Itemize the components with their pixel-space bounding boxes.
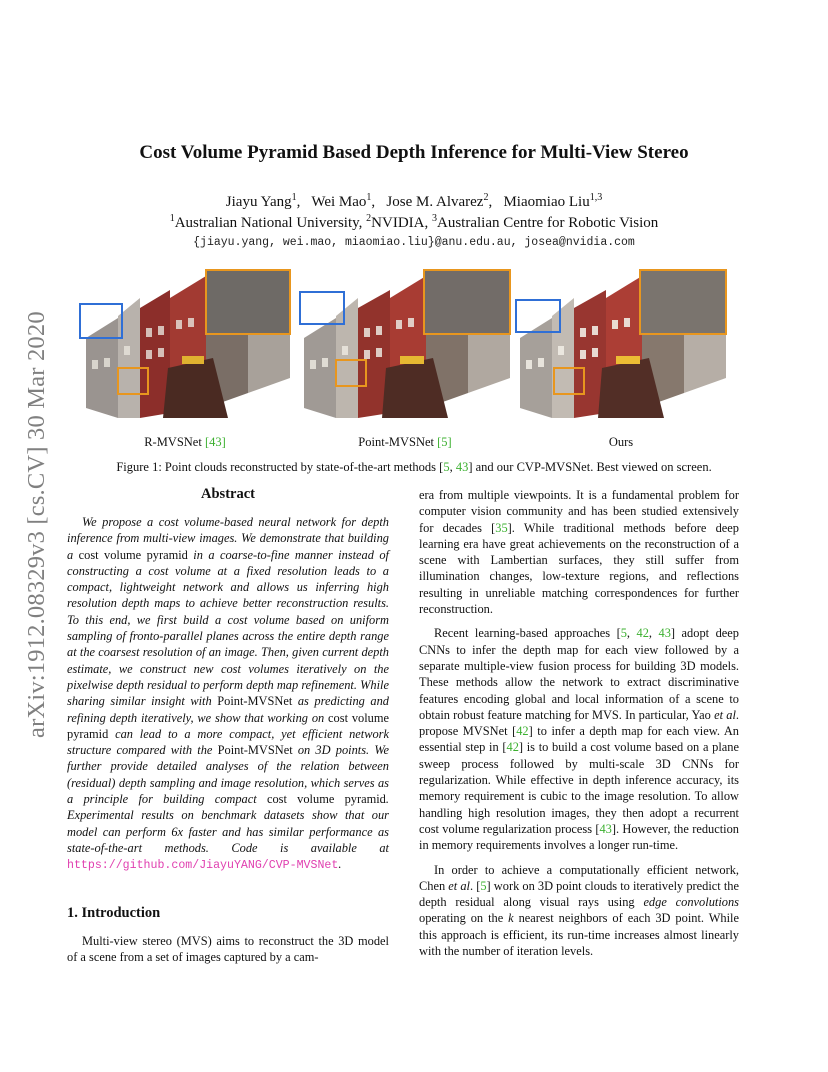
body-text: ] adopt deep CNNs to infer the depth map for each view followed by a separate multiple-view fusion process for building 3D models. These methods allow the network to extract discriminative features encoding global and local information of a scene to obtain robust feature matching for MVS. In particular, Yao [419,626,739,722]
figure-point-clouds [78,268,742,428]
paragraph: Recent learning-based approaches [5, 42, 43] adopt deep CNNs to infer the depth map for each view followed by a separate multiple-view fusion process for building 3D models. These methods allow the network to extract discriminative features encoding global and local information of a scene to obtain robust feature matching for MVS. In particular, Yao et al. propose MVSNet [42] to infer a depth map for each view. An essential step in [42] is to build a cost volume based on a plane sweep process followed by multi-scale 3D CNNs for regularization. While effective in depth inference accuracy, its memory requirement is cubic to the image resolution. To allow handling high resolution images, they then adopt a recurrent cost volume regularization process [43]. However, the reduction in memory requirements involves a longer run-time. [419,626,739,853]
abstract-text: can lead to a more compact, yet efficient network structure compared with the [67,726,389,758]
intro-paragraph: Multi-view stereo (MVS) aims to reconstruct the 3D model of a scene from a set of images captured by a cam- [67,934,389,965]
point-cloud-panel-pointmvsnet [298,268,512,426]
citation-link[interactable]: 43 [658,626,671,641]
method-name: R-MVSNet [144,435,202,449]
affiliation: NVIDIA, [371,215,429,231]
panel-label-ours [514,435,728,450]
author-affil-mark: 1 [366,192,372,203]
body-text: ] to infer a depth map for each view. An essential step in [ [419,724,739,755]
affil-mark: 1 [169,213,175,224]
author-affil-mark: 1 [291,192,297,203]
citation-link[interactable]: [5] [437,435,452,449]
citation-link[interactable]: 35 [495,520,508,535]
abstract-text: on 3D points. We further provide detailed analyses of the relation between (residual) depth sampling and image resolution, which serves as a principle for building compact [67,743,390,807]
abstract-text: cost volume pyramid [67,710,389,741]
affil-mark: 3 [432,213,437,224]
citation-link[interactable]: [43] [204,435,226,449]
body-text: et al [448,878,470,893]
body-text: edge convolutions [643,895,739,910]
body-text: operating on the [419,911,509,926]
abstract-text: We propose a cost volume-based neural network for depth inference from multi-view images. We demonstrate that building a [67,515,389,562]
body-text: . [ [469,878,481,893]
citation-link[interactable]: 42 [516,724,529,739]
body-text: era from multiple viewpoints. It is a fundamental problem for computer vision community and has been studied extensively for decades [ [419,488,739,535]
method-name: Point-MVSNet [358,435,434,449]
citation-link[interactable]: 42 [636,626,649,641]
citation-link[interactable]: 5 [443,460,450,474]
author-name: Miaomiao Liu [503,194,590,210]
citation-link[interactable]: 43 [599,821,612,836]
section-heading-introduction: 1. Introduction [67,905,161,921]
author-name: Jose M. Alvarez [386,194,484,210]
body-text: ] work on 3D point clouds to iteratively predict the depth residual along visual rays using [419,878,739,910]
intro-body [67,933,389,966]
citation-link[interactable]: 43 [455,460,469,474]
affil-mark: 2 [366,213,372,224]
abstract-text: as predicting and refining depth iteratively, we show that working on [67,694,389,725]
affiliation: Australian National University, [174,215,363,231]
citation-link[interactable]: 5 [620,626,627,641]
abstract-text: . [338,857,342,872]
method-name: Ours [608,435,634,449]
point-cloud-panel-rmvsnet [78,268,292,426]
figure-caption [0,460,828,475]
citation-link[interactable]: 42 [506,740,519,755]
body-text: et al [714,707,736,722]
code-url-link[interactable]: https://github.com/JiayuYANG/CVP-MVSNet [67,859,339,873]
point-cloud-image [514,268,728,426]
body-text: nearest neighbors of each 3D point. While this approach is efficient, its run-time increases almost linearly with the number of iteration levels. [419,911,739,959]
abstract-text: . Experimental results on benchmark datasets show that our model can perform 6x faster and has similar performance as state-of-the-art methods. Code is available at [67,792,389,855]
author-name: Wei Mao [311,194,367,210]
author-emails: {jiayu.yang, wei.mao, miaomiao.liu}@anu.edu.au, josea@nvidia.com [193,236,635,249]
caption-text: ] and our CVP-MVSNet. Best viewed on screen. [468,460,712,474]
author-list: Jiayu Yang$^1$, Wei Mao$^1$, Jose M. Alvarez$^2$, Miaomiao Liu$^{1,3}$ [225,192,603,210]
panel-label-pointmvsnet [298,435,512,450]
author-affil-mark: 1,3 [589,192,603,203]
body-text: ]. However, the reduction in memory requirements involves a longer run-time. [419,821,739,853]
point-cloud-image [298,268,512,426]
point-cloud-image [78,268,292,426]
right-column-body [419,487,739,959]
affiliation-list [0,213,828,232]
point-cloud-panel-ours [514,268,728,426]
panel-label-rmvsnet [78,435,292,450]
author-affil-mark: 2 [483,192,489,203]
author-name: Jiayu Yang [225,194,292,210]
abstract-text: Point-MVSNet [217,694,293,709]
arxiv-identifier: arXiv:1912.08329v3 [cs.CV] 30 Mar 2020 [23,311,50,739]
abstract-text: Point-MVSNet [217,743,293,758]
paragraph [419,862,739,960]
body-text: ]. While traditional methods before deep learning era have great achievements on the reconstruction of a scene with Lambertian surfaces, they still suffer from illumination changes, low-texture regions, and reflections resulting in unreliable matching correspondences for further reconstruction. [419,520,739,617]
body-text: Recent learning-based approaches [ [434,626,621,641]
abstract-text: cost volume pyramid [78,547,188,562]
affiliation: Australian Centre for Robotic Vision [437,215,659,231]
abstract-heading: Abstract [201,486,255,502]
abstract-text: in a coarse-to-fine manner instead of constructing a cost volume at a fixed resolution leads to a compact, lightweight network and allows us inferring high resolution depth maps to achieve better reconstruction results. To this end, we first build a cost volume based on uniform sampling of fronto-parallel planes across the entire depth range at the coarsest resolution of an image. Then, given current depth estimate, we construct new cost volumes iteratively on the pixelwise depth residual to perform depth map refinement. While sharing similar insight with [67,547,389,709]
body-text: . propose MVSNet [ [419,707,739,739]
body-text: In order to achieve a computationally efficient network, Chen [419,862,739,893]
caption-text: , [449,460,456,474]
citation-link[interactable]: 5 [480,878,487,893]
abstract-text: cost volume pyramid [266,792,386,807]
paper-title: Cost Volume Pyramid Based Depth Inference for Multi-View Stereo [139,142,689,163]
abstract-body [67,514,389,875]
math-symbol: k [508,911,514,926]
paragraph [419,487,739,617]
body-text: ] is to build a cost volume based on a plane sweep process followed by multi-scale 3D CNNs for regularization. While effective in depth inference accuracy, its memory requirement is cubic to the image resolution. To allow handling high resolution images, they then adopt a recurrent cost volume regularization process [ [419,740,739,836]
caption-text: Figure 1: Point clouds reconstructed by state-of-the-art methods [ [116,460,444,474]
